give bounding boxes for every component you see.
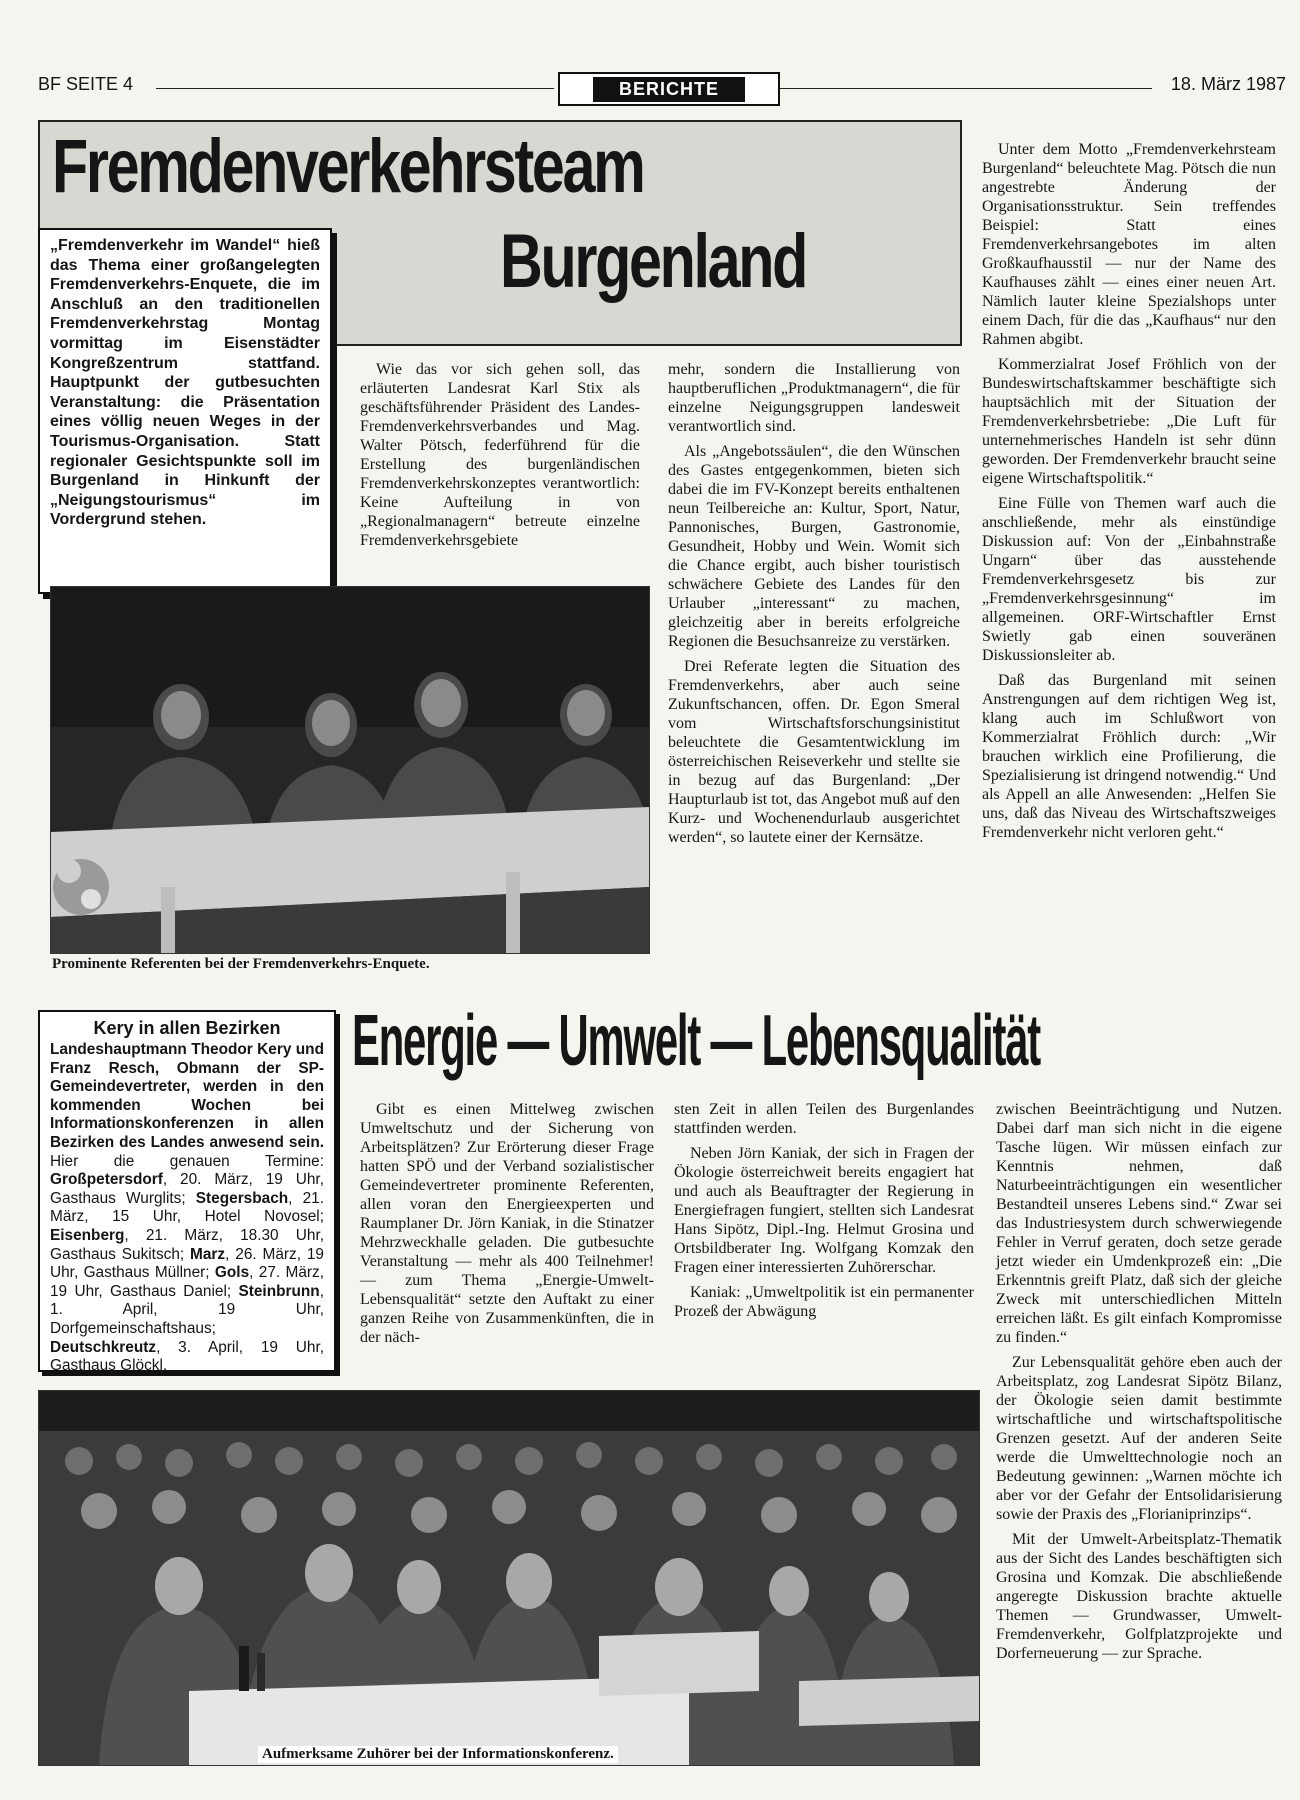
sidebar-intro: Landeshauptmann Theodor Kery und Franz Resch, Obmann der SP-Gemeindevertreter, werden in den kommenden Wochen bei Informationskonferenzen in allen Bezirken des Landes anwesend sein.: [50, 1041, 324, 1151]
audience-photo-caption: Aufmerksame Zuhörer bei der Informationskonferenz.: [258, 1746, 618, 1763]
article1-paragraph: Daß das Burgenland mit seinen Anstrengungen auf dem richtigen Weg ist, klang auch im Schlußwort von Kommerzialrat Fröhlich durch: „Wir brauchen wirklich eine Profilierung, die Spezialisierung ist dringend notwendig.“ Und als Appell an alle Anwesenden: „Helfen Sie uns, daß das Niveau des Wirtschaftszweiges Fremdenverkehr nicht verloren geht.“: [982, 672, 1276, 841]
sidebar-date-detail: , 27. März, 19 Uhr, Gasthaus Daniel;: [50, 1264, 325, 1300]
article1-headline-line1: Fremdenverkehrsteam: [52, 124, 644, 209]
article2-paragraph: Zur Lebensqualität gehöre eben auch der Arbeitsplatz, zog Landesrat Sipötz Bilanz, der Ökologie seien damit bestimmte wirtschaftliche und wirtschaftspolitische Grenzen gesetzt. Auf der anderen Seite werde die Umwelttechnologie noch an Bedeutung gewinnen: „Warnen möchte ich aber vor der Gefahr der Entsolidarisierung sowie der Praxis des „Florianiprinzips“.: [996, 1354, 1282, 1523]
article1-col3: [982, 140, 1276, 848]
article1-paragraph: Wie das vor sich gehen soll, das erläuterten Landesrat Karl Stix als geschäftsführender Präsident des Landes-Fremdenverkehrsverbandes und Mag. Walter Pötsch, federführend für die Erstellung des burgenländischen Fremdenverkehrskonzeptes verantwortlich: Keine Aufteilung in von „Regionalmanagern“ betreute einzelne Fremdenverkehrsgebiete: [360, 361, 640, 549]
audience-photo: [38, 1390, 980, 1766]
sidebar-date-detail: , 1. April, 19 Uhr, Dorfgemeinschaftshaus;: [50, 1282, 324, 1337]
sidebar-box: [38, 1010, 336, 1375]
article2-col1: [360, 1100, 654, 1353]
sidebar-date-place: Steinbrunn: [238, 1282, 320, 1300]
article2-col2: [674, 1100, 974, 1327]
sidebar-date-detail: , 20. März, 19 Uhr, Gasthaus Wurglits;: [50, 1171, 324, 1207]
article2-col3: [996, 1100, 1282, 1669]
article1-paragraph: Eine Fülle von Themen warf auch die anschließende, mehr als einstündige Diskussion auf: Von der „Einbahnstraße Ungarn“ über das ausstehende Fremdenverkehrsgesetz bis zur „Fremdenverkehrsgesinnung“ im allgemeinen. ORF-Wirtschaftler Ernst Swietly gab einen souveränen Diskussionsleiter ab.: [982, 495, 1276, 664]
sidebar-title: Kery in allen Bezirken: [93, 1018, 281, 1038]
article2-paragraph: Mit der Umwelt-Arbeitsplatz-Thematik aus der Sicht des Landes beschäftigten sich Grosina und Komzak. Die abschließende angeregte Diskussion brachte aktuelle Themen — Grundwasser, Umwelt-Fremdenverkehr, Golfplatzprojekte und Dorferneuerung — zur Sprache.: [996, 1531, 1282, 1662]
article2-paragraph: sten Zeit in allen Teilen des Burgenlandes stattfinden werden.: [674, 1101, 974, 1137]
sidebar-date-place: Marz: [190, 1245, 226, 1263]
sidebar-date-detail: , 21. März, 15 Uhr, Hotel Novosel;: [50, 1189, 324, 1226]
sidebar-date-detail: , 26. März, 19 Uhr, Gasthaus Müllner;: [50, 1245, 324, 1282]
sidebar-date-place: Stegersbach: [195, 1189, 289, 1207]
header-rule-right: [780, 88, 1152, 89]
article2-paragraph: Kaniak: „Umweltpolitik ist ein permanenter Prozeß der Abwägung: [674, 1284, 974, 1320]
article1-paragraph: Drei Referate legten die Situation des Fremdenverkehrs, aber auch seine Zukunftschancen, offen. Dr. Egon Smeral vom Wirtschaftsforschungsinistitut beleuchtete die Gesamtentwicklung im österreichischen Reiseverkehr und stellte sie in bezug auf das Burgenland: „Der Haupturlaub ist tot, das Angebot muß auf den Kurz- und Wochenendurlaub ausgerichtet werden“, so lautete einer der Kernsätze.: [668, 658, 960, 846]
page-number: BF SEITE 4: [38, 74, 134, 94]
article2-paragraph: zwischen Beeinträchtigung und Nutzen. Dabei darf man sich nicht in die eigene Tasche lügen. Wir müssen einfach zur Kenntnis nehmen, daß Naturbeeinträchtigungen ein wesentlicher Bestandteil unseres Lebens sind.“ Zwar sei das Industriesystem durch schwerwiegende Fehler in Verruf geraten, doch setze gerade jetzt wieder ein Umdenkprozeß ein: „Die Erkenntnis greift Platz, daß sich der gleiche Zweck mit unterschiedlichen Mitteln erreichen läßt. Es gilt einfach Kompromisse zu finden.“: [996, 1101, 1282, 1346]
article2-paragraph: Neben Jörn Kaniak, der sich in Fragen der Ökologie österreichweit bereits engagiert hat und auch als Beauftragter der Regierung in Energiefragen fungiert, stellten sich Landesrat Hans Sipötz, Dipl.-Ing. Helmut Grosina und Ortsbildberater Ing. Wolfgang Komzak den Fragen einer interessierten Zuhörerschar.: [674, 1145, 974, 1276]
article1-paragraph: Unter dem Motto „Fremdenverkehrsteam Burgenland“ beleuchtete Mag. Pötsch die nun angestrebte Änderung der Organisationsstruktur. Sein treffendes Beispiel: Statt eines Fremdenverkehrsangebotes im alten Großkaufhausstil — nur der Name des Kaufhauses zählt — eines einer neuen Art. Nämlich lauter kleine Spezialshops unter einem Dach, für die das „Kaufhaus“ nur den Rahmen abgibt.: [982, 141, 1276, 348]
sidebar-date-place: Gols: [214, 1264, 250, 1282]
article1-col2: [668, 360, 960, 853]
sidebar-date-detail: , 3. April, 19 Uhr, Gasthaus Glöckl.: [50, 1338, 324, 1375]
article2-paragraph: Gibt es einen Mittelweg zwischen Umweltschutz und der Sicherung von Arbeitsplätzen? Zur Erörterung dieser Frage hatten SPÖ und der Verband sozialistischer Gemeindevertreter prominente Referenten, allen voran den Energieexperten und Raumplaner Dr. Jörn Kaniak, in die Stinatzer Mehrzweckhalle geladen. Die gutbesuchte Veranstaltung — mehr als 400 Teilnehmer! — zum Thema „Energie-Umwelt-Lebensqualität“ setzte den Auftakt zu einer ganzen Reihe von Zusammenkünften, die in der näch-: [360, 1101, 654, 1346]
sidebar-dates-intro: Hier die genauen Termine:: [50, 1152, 324, 1170]
article1-paragraph: Als „Angebotssäulen“, die den Wünschen des Gastes entgegenkommen, bieten sich dabei die im FV-Konzept bereits enthaltenen neun Teilbereiche an: Kultur, Sport, Natur, Pannonisches, Burgen, Gastronomie, Gesundheit, Hobby und Wein. Womit sich die Chance ergibt, auch bisher touristisch schwächere Gebiete des Landes für den Urlauber „interessant“ zu machen, gleichzeitig aber in bereits erfolgreiche Regionen die Besuchsanreize zu verstärken.: [668, 443, 960, 650]
sidebar-text: [40, 1039, 334, 1378]
issue-date: 18. März 1987: [1170, 74, 1286, 94]
article1-col1: [360, 360, 640, 556]
section-label: BERICHTE: [558, 72, 780, 106]
speakers-photo: [50, 586, 650, 954]
audience-photo-image: [39, 1391, 979, 1765]
article1-lead: „Fremdenverkehr im Wandel“ hieß das Thema einer großangelegten Fremdenverkehrs-Enquete, die im Anschluß an den traditionellen Fremdenverkehrstag Montag vormittag im Eisenstädter Kongreßzentrum stattfand. Hauptpunkt der gutbesuchten Veranstaltung: die Präsentation eines völlig neuen Weges in der Tourismus-Organisation. Statt regionaler Gesichtspunkte soll im Burgenland in Hinkunft der „Neigungstourismus“ im Vordergrund stehen.: [50, 237, 320, 529]
sidebar-date-detail: , 21. März, 18.30 Uhr, Gasthaus Sukitsch;: [50, 1226, 324, 1263]
sidebar-date-place: Großpetersdorf: [50, 1171, 163, 1189]
sidebar-date-place: Eisenberg: [50, 1226, 125, 1244]
header-rule-left: [156, 88, 554, 89]
article1-paragraph: mehr, sondern die Installierung von hauptberuflichen „Produktmanagern“, die für einzelne Neigungsgruppen landesweit verantwortlich sind.: [668, 361, 960, 435]
sidebar-date-place: Deutschkreutz: [50, 1338, 157, 1356]
article1-paragraph: Kommerzialrat Josef Fröhlich von der Bundeswirtschaftskammer beschäftigte sich hauptsächlich mit der Situation der Fremdenverkehrsbetriebe: „Die Luft für unternehmerisches Handeln ist sehr dünn geworden. Der Fremdenverkehr braucht seine eigene Wirtschaftspolitik.“: [982, 356, 1276, 487]
article2-headline: Energie — Umwelt — Lebensqualität: [352, 1001, 1041, 1081]
article1-headline-line2: Burgenland: [500, 219, 806, 304]
speakers-photo-caption: Prominente Referenten bei der Fremdenverkehrs-Enquete.: [52, 956, 430, 972]
speakers-photo-image: [51, 587, 649, 953]
article1-lead-box: [38, 228, 332, 594]
